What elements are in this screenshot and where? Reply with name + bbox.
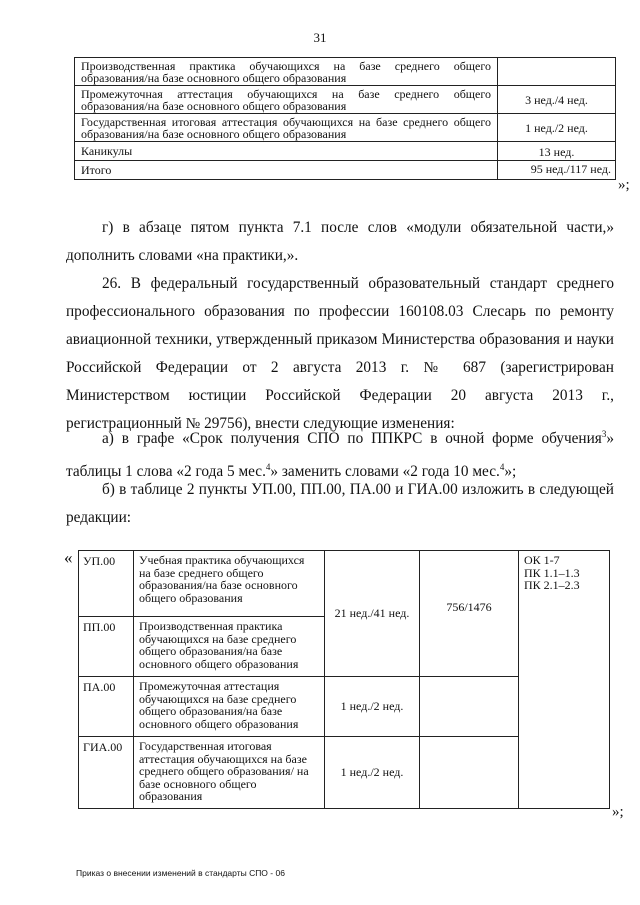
table-row	[75, 86, 616, 114]
table-cell-code: ПА.00	[79, 677, 134, 737]
table-cell-hours	[420, 737, 519, 809]
table-cell-duration: 3 нед./4 нед.	[498, 86, 616, 114]
bottom-table-opening-quote: «	[64, 548, 73, 567]
footnote-ref: 4	[499, 462, 505, 473]
table-row	[75, 142, 616, 161]
paragraph-g: г) в абзаце пятом пункта 7.1 после слов «модули обязательной части,» дополнить словами «на практики,».	[66, 219, 614, 264]
table-row	[75, 161, 616, 180]
footnote-ref: 3	[601, 429, 607, 439]
competency: ПК 1.1–1.3	[524, 565, 580, 580]
table-cell-name: Производственная практика обучающихся на базе среднего общего образования/на базе основного общего образования	[134, 617, 325, 677]
top-table	[74, 57, 616, 180]
paragraph-a-text: » таблицы 1 слова «2 года 5 мес.	[66, 430, 614, 481]
table-cell-code: ПП.00	[79, 617, 134, 677]
page-number: 31	[313, 30, 327, 45]
table-row	[75, 114, 616, 142]
paragraph-26: 26. В федеральный государственный образовательный стандарт среднего профессионального образования по профессии 160108.03 Слесарь по ремонту авиационной техники, утвержденный приказом Министерства образования и науки Российской Федерации от 2 августа 2013 г. № 687 (зарегистрирован Министерством юстиции Российской Федерации 20 августа 2013 г., регистрационный № 29756), внести следующие изменения:	[66, 275, 614, 432]
paragraph-b: б) в таблице 2 пункты УП.00, ПП.00, ПА.00 и ГИА.00 изложить в следующей редакции:	[66, 481, 614, 526]
paragraph-a-text: » заменить словами «2 года 10 мес.	[270, 463, 500, 481]
table-cell-code: ГИА.00	[79, 737, 134, 809]
paragraph-a-text: »;	[504, 463, 517, 481]
table-cell-hours	[420, 677, 519, 737]
table-cell-code: УП.00	[79, 551, 134, 617]
table-cell-name: Промежуточная аттестация обучающихся на базе среднего общего образования/на базе основного общего образования	[75, 86, 498, 114]
table-cell-name: Каникулы	[75, 142, 498, 161]
footnote-ref: 4	[265, 462, 271, 473]
table-cell-duration: 1 нед./2 нед.	[325, 677, 420, 737]
table-cell-duration: 1 нед./2 нед.	[498, 114, 616, 142]
table-row	[79, 551, 610, 617]
paragraph-a-text: а) в графе «Срок получения СПО по ППКРС в очной форме обучения	[102, 430, 602, 448]
table-cell-duration: 1 нед./2 нед.	[325, 737, 420, 809]
competency: ПК 2.1–2.3	[524, 578, 580, 592]
table-cell-name: Промежуточная аттестация обучающихся на базе среднего общего образования/на базе основного общего образования	[134, 677, 325, 737]
table-cell-name: Итого	[75, 161, 498, 180]
table-cell-duration: 21 нед./41 нед.	[325, 551, 420, 677]
table-cell-name: Государственная итоговая аттестация обучающихся на базе среднего общего образования/ на базе основного общего образования	[134, 737, 325, 809]
top-table-closing-quote: »;	[618, 177, 630, 193]
table-row	[75, 58, 616, 86]
table-cell-name: Государственная итоговая аттестация обучающихся на базе среднего общего образования/на базе основного общего образования	[75, 114, 498, 142]
table-cell-duration	[498, 58, 616, 86]
bottom-table-closing-quote: »;	[612, 804, 624, 820]
bottom-table	[78, 550, 610, 809]
table-cell-duration: 13 нед.	[498, 142, 616, 161]
table-cell-duration: 95 нед./117 нед.	[498, 161, 616, 180]
competency: ОК 1-7	[524, 553, 560, 567]
table-cell-hours: 756/1476	[420, 551, 519, 677]
table-cell-competencies	[519, 551, 610, 809]
document-footer: Приказ о внесении изменений в стандарты СПО - 06	[76, 868, 285, 878]
table-cell-name: Учебная практика обучающихся на базе среднего общего образования/на базе основного общего образования	[134, 551, 325, 617]
table-cell-name: Производственная практика обучающихся на базе среднего общего образования/на базе основного общего образования	[75, 58, 498, 86]
